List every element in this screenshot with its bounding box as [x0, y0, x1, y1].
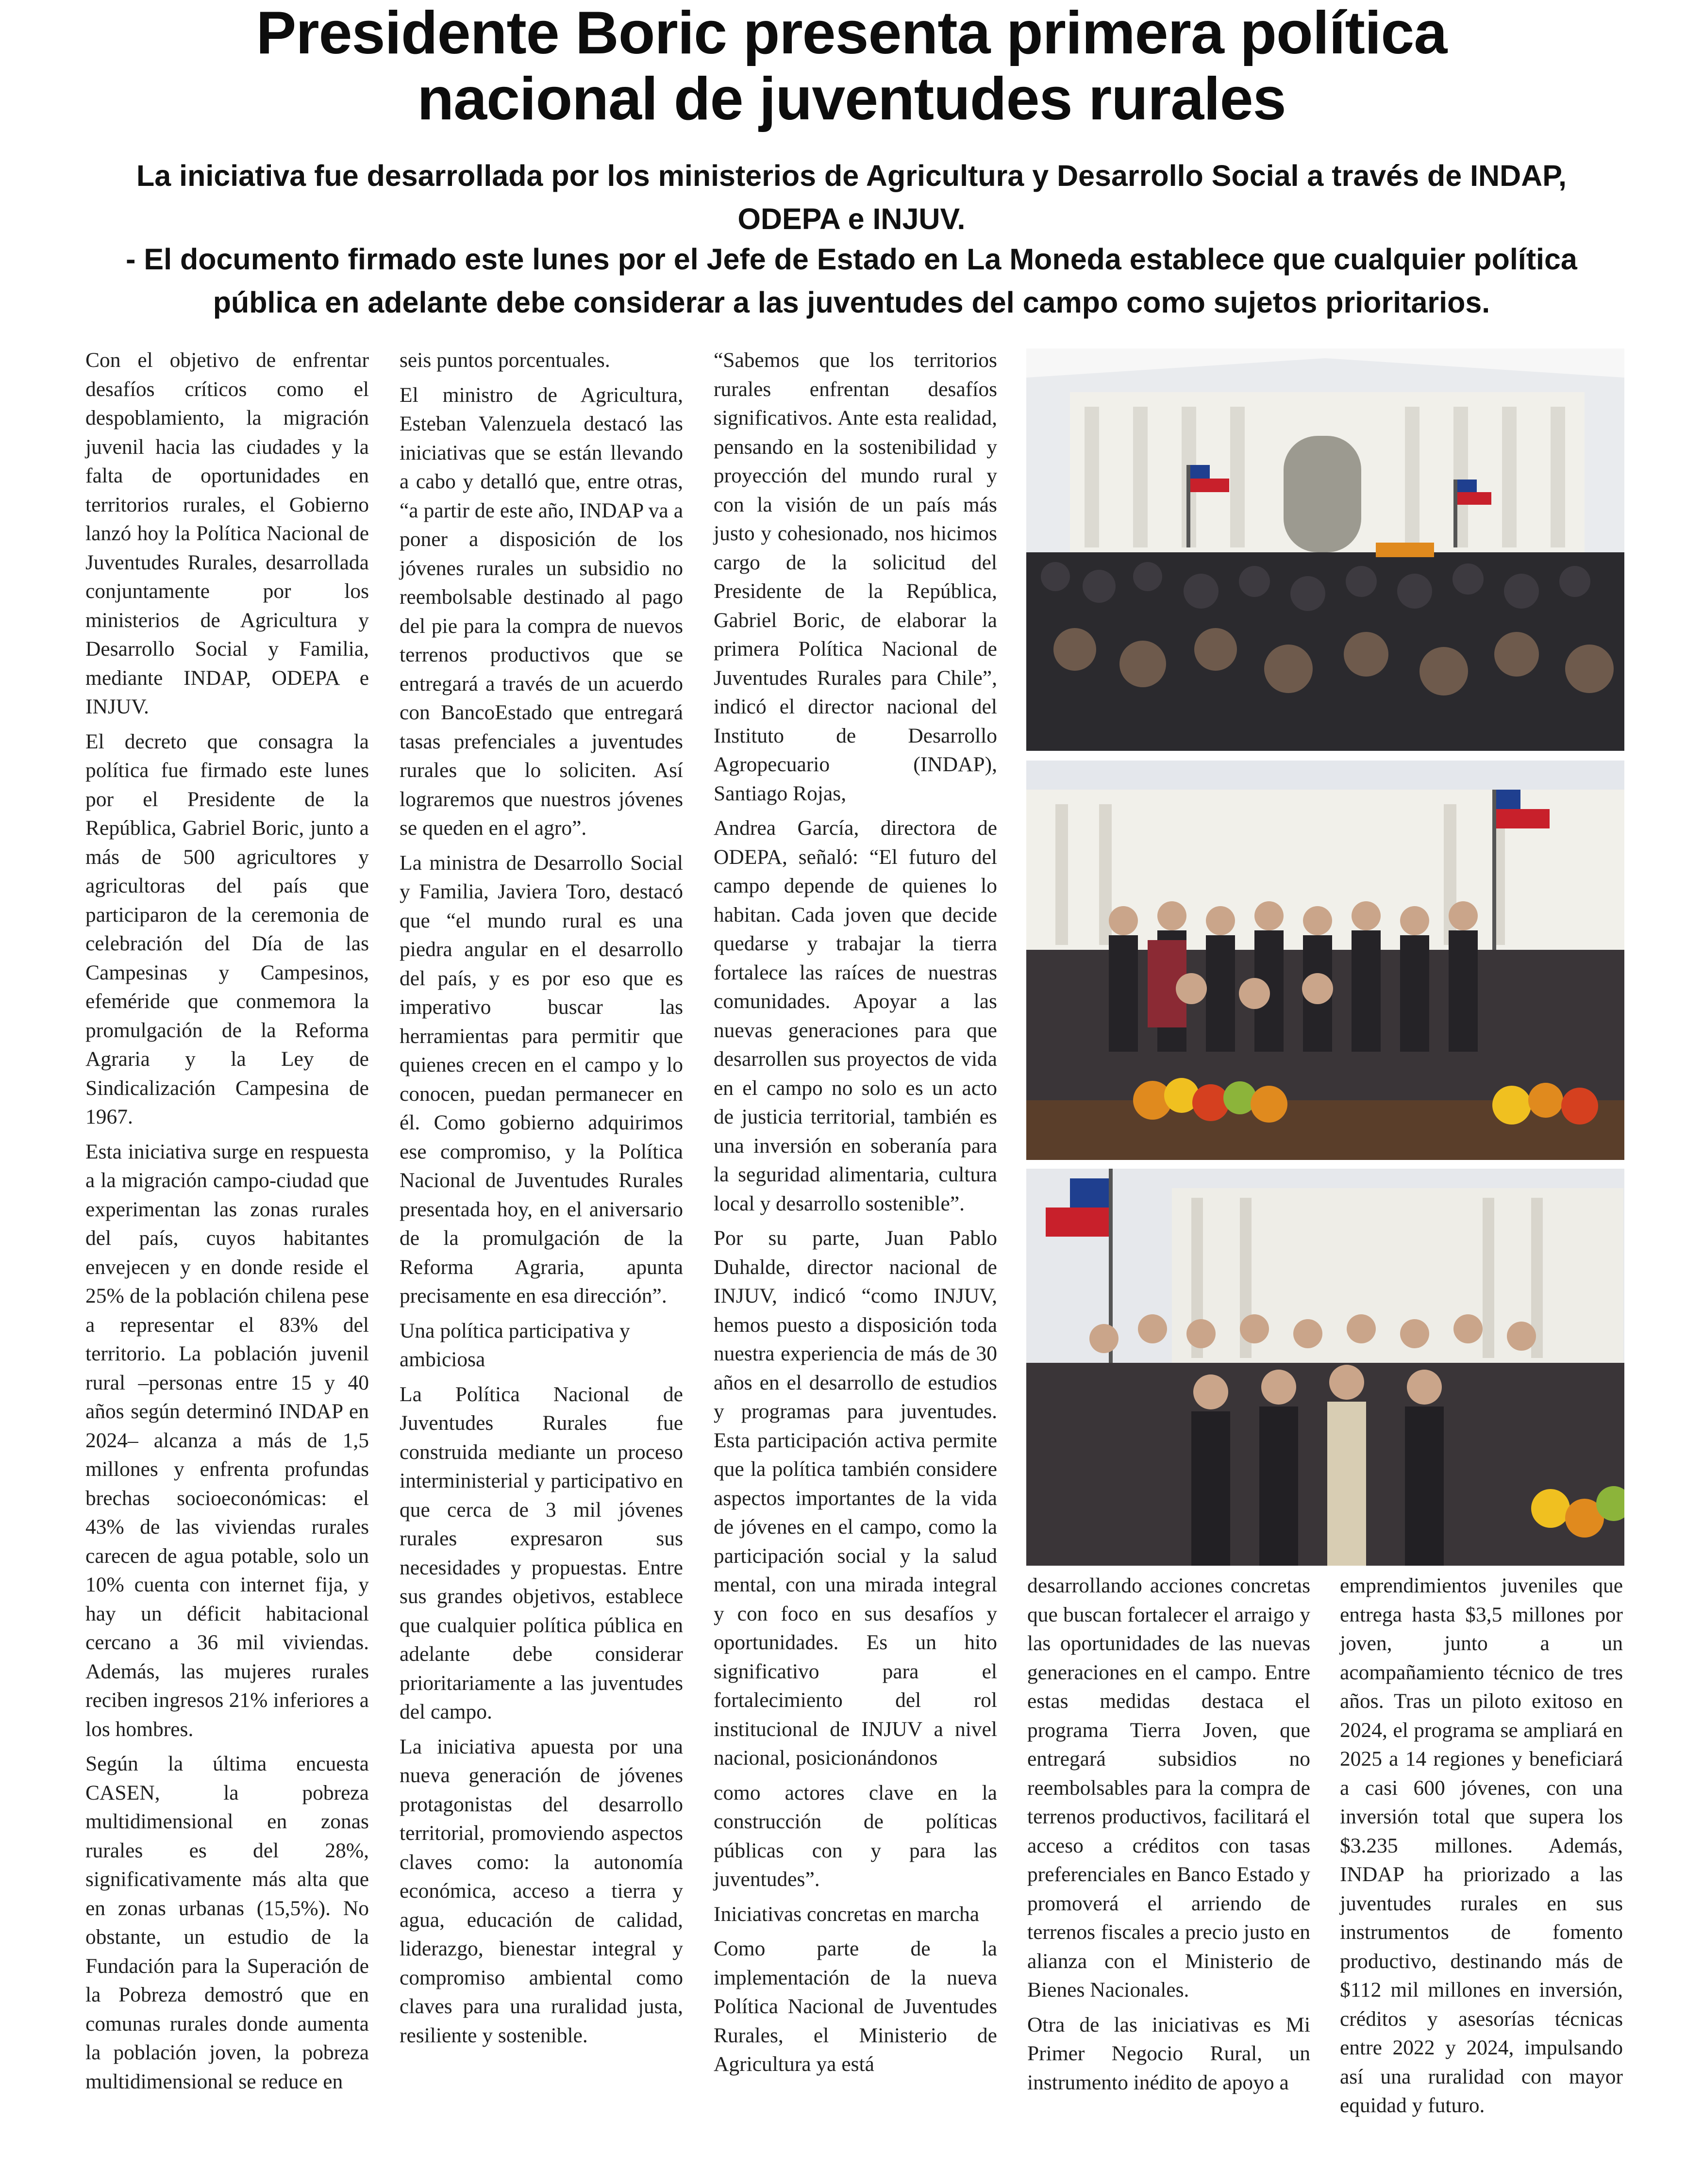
- subheadline-1-line-1: La iniciativa fue desarrollada por los ministerios de Agricultura y Desarrollo Social a través de INDAP,: [136, 159, 1567, 192]
- photo-youth-group-flag: [1026, 1169, 1624, 1566]
- paragraph: como actores clave en la construcción de políticas públicas con y para las juventudes”.: [714, 1781, 997, 1891]
- section-subheading: Iniciativas concretas en marcha: [714, 1902, 980, 1926]
- paragraph: El decreto que consagra la política fue firmado este lunes por el Presidente de la República, Gabriel Boric, junto a más de 500 agricultores y agricultoras del país que participaron de la ceremonia de celebración del Día de las Campesinas y Campesinos, efeméride que conmemora la promulgación de la Reforma Agraria y la Ley de Sindicalización Campesina de 1967.: [85, 729, 369, 1128]
- paragraph: Por su parte, Juan Pablo Duhalde, director nacional de INJUV, indicó “como INJUV, hemos puesto a disposición toda nuestra experiencia de más de 30 años en el desarrollo de estudios y programas para juventudes. Esta participación activa permite que la política también considere aspectos importantes de la vida de jóvenes en el campo, como la participación social y la salud mental, con una mirada integral y con foco en sus desafíos y oportunidades. Es un hito significativo para el fortalecimiento del rol institucional de INJUV a nivel nacional, posicionándonos: [714, 1226, 997, 1770]
- article-column-5: [1340, 1572, 1623, 2120]
- paragraph: Otra de las iniciativas es Mi Primer Negocio Rural, un instrumento inédito de apoyo a: [1027, 2013, 1310, 2094]
- headline-line-2: nacional de juventudes rurales: [417, 66, 1286, 132]
- article-column-1: [85, 346, 369, 2098]
- paragraph: emprendimientos juveniles que entrega hasta $3,5 millones por joven, junto a un acompañamiento técnico de tres años. Tras un piloto exitoso en 2024, el programa se ampliará en 2025 a 14 regiones y beneficiará a casi 600 jóvenes, con una inversión total que supera los $3.235 millones. Además, INDAP ha priorizado a las juventudes rurales en sus instrumentos de fomento productivo, destinando más de $112 mil millones en inversión, créditos y asesorías técnicas entre 2022 y 2024, impulsando así una ruralidad con mayor equidad y futuro.: [1340, 1574, 1623, 2117]
- paragraph: La Política Nacional de Juventudes Rurales fue construida mediante un proceso interministerial y participativo en que cerca de 3 mil jóvenes rurales expresaron sus necesidades y propuestas. Entre sus grandes objetivos, establece que cualquier política pública en adelante debe considerar prioritariamente a las juventudes del campo.: [400, 1382, 683, 1723]
- paragraph: Andrea García, directora de ODEPA, señaló: “El futuro del campo depende de quienes lo habitan. Cada joven que decide quedarse y trabajar la tierra fortalece las raíces de nuestras comunidades. Apoyar a las nuevas generaciones para que desarrollen sus proyectos de vida en el campo no solo es un acto de justicia territorial, también es una inversión en soberanía para la seguridad alimentaria, cultura local y desarrollo sostenible”.: [714, 816, 997, 1215]
- paragraph: Como parte de la implementación de la nueva Política Nacional de Juventudes Rurales, el Ministerio de Agricultura ya está: [714, 1937, 997, 2076]
- paragraph: seis puntos porcentuales.: [400, 348, 610, 372]
- article-column-4: [1027, 1572, 1310, 2120]
- paragraph: “Sabemos que los territorios rurales enfrentan desafíos significativos. Ante esta realidad, pensando en la sostenibilidad y proyección del mundo rural y con la visión de un país más justo y cohesionado, nos hicimos cargo de la solicitud del Presidente de la República, Gabriel Boric, de elaborar la primera Política Nacional de Juventudes Rurales para Chile”, indicó el director nacional del Instituto de Desarrollo Agropecuario (INDAP), Santiago Rojas,: [714, 348, 997, 805]
- paragraph: Con el objetivo de enfrentar desafíos críticos como el despoblamiento, la migración juvenil hacia las ciudades y la falta de oportunidades en territorios rurales, el Gobierno lanzó hoy la Política Nacional de Juventudes Rurales, desarrollada conjuntamente por los ministerios de Agricultura y Desarrollo Social y Familia, mediante INDAP, ODEPA e INJUV.: [85, 348, 369, 718]
- headline: [58, 0, 1645, 132]
- photo-ceremony-crowd: [1026, 348, 1624, 751]
- article-column-2: [400, 346, 683, 2098]
- subheadline-1-line-2: ODEPA e INJUV.: [737, 202, 966, 235]
- subheadline-2-line-2: pública en adelante debe considerar a las juventudes del campo como sujetos prioritarios.: [213, 286, 1490, 319]
- paragraph: La ministra de Desarrollo Social y Familia, Javiera Toro, destacó que “el mundo rural es una piedra angular en el desarrollo del país, y es por eso que es imperativo buscar las herramientas para permitir que quienes crecen en el campo y lo conocen, puedan permanecer en él. Como gobierno adquirimos ese compromiso, y la Política Nacional de Juventudes Rurales presentada hoy, en el aniversario de la promulgación de la Reforma Agraria, apunta precisamente en esa dirección”.: [400, 851, 683, 1307]
- subheadline-2: [63, 238, 1640, 324]
- paragraph: Según la última encuesta CASEN, la pobreza multidimensional en zonas rurales es del 28%, significativamente más alta que en zonas urbanas (15,5%). No obstante, un estudio de la Fundación para la Superación de la Pobreza demostró que en comunas rurales donde aumenta la población joven, la pobreza multidimensional se reduce en: [85, 1752, 369, 2093]
- subheadline-2-line-1: - El documento firmado este lunes por el Jefe de Estado en La Moneda establece que cualquier política: [126, 243, 1577, 276]
- article-column-3: [714, 346, 997, 2098]
- subheadline-1: [63, 154, 1640, 241]
- paragraph: Esta iniciativa surge en respuesta a la migración campo-ciudad que experimentan las zonas rurales del país, cuyos habitantes envejecen y en donde reside el 25% de la población chilena pese a representar el 83% del territorio. La población juvenil rural –personas entre 15 y 40 años según determinó INDAP en 2024– alcanza a más de 1,5 millones y enfrenta profundas brechas socioeconómicas: el 43% de las viviendas rurales carecen de agua potable, solo un 10% cuenta con internet fija, y hay un déficit habitacional cercano a 36 mil viviendas. Además, las mujeres rurales reciben ingresos 21% inferiores a los hombres.: [85, 1140, 369, 1741]
- section-subheading: Una política participativa y ambiciosa: [400, 1319, 630, 1371]
- paragraph: desarrollando acciones concretas que buscan fortalecer el arraigo y las oportunidades de las nuevas generaciones en el campo. Entre estas medidas destaca el programa Tierra Joven, que entregará subsidios no reembolsables para la compra de terrenos productivos, facilitará el acceso a créditos con tasas preferenciales en Banco Estado y promoverá el arriendo de terrenos fiscales a precio justo en alianza con el Ministerio de Bienes Nacionales.: [1027, 1574, 1310, 2002]
- paragraph: El ministro de Agricultura, Esteban Valenzuela destacó las iniciativas que se están llevando a cabo y detalló que, entre otras, “a partir de este año, INDAP va a poner a disposición de los jóvenes rurales un subsidio no reembolsable destinado al pago del pie para la compra de nuevos terrenos productivos que se entregará a través de un acuerdo con BancoEstado que entregará tasas prefenciales a juventudes rurales que lo soliciten. Así lograremos que nuestros jóvenes se queden en el agro”.: [400, 383, 683, 840]
- headline-line-1: Presidente Boric presenta primera política: [256, 0, 1447, 66]
- photo-youth-group-fruit: [1026, 761, 1624, 1160]
- paragraph: La iniciativa apuesta por una nueva generación de jóvenes protagonistas del desarrollo territorial, promoviendo aspectos claves como: la autonomía económica, acceso a tierra y agua, educación de calidad, liderazgo, bienestar integral y compromiso ambiental como claves para una ruralidad justa, resiliente y sostenible.: [400, 1735, 683, 2047]
